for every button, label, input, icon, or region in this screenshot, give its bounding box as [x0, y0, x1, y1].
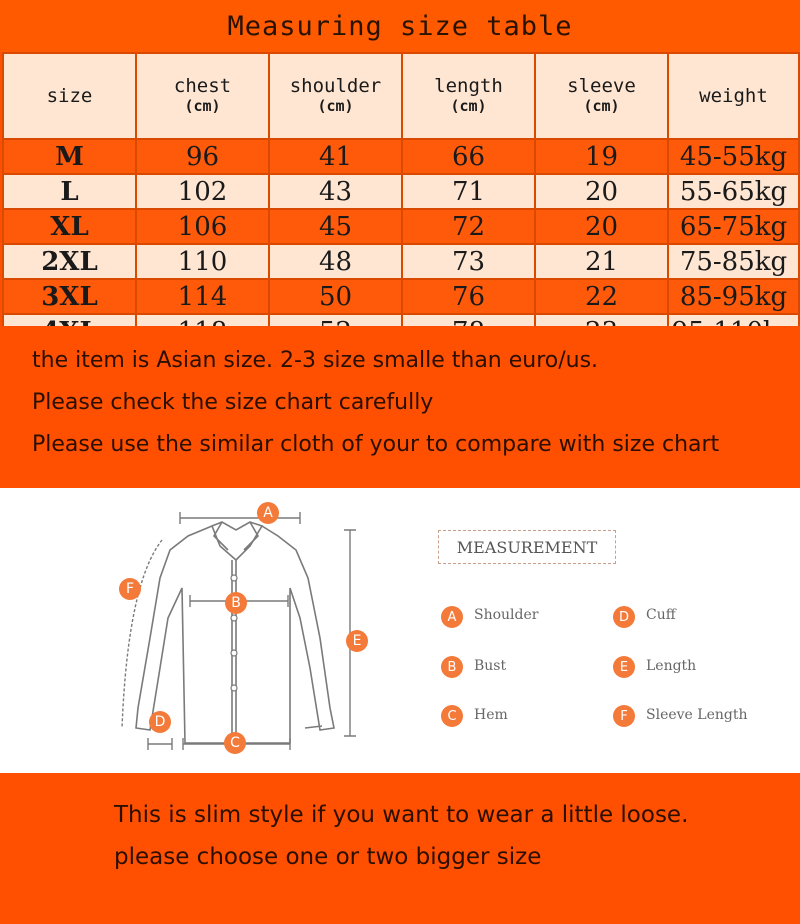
table-row [3, 279, 799, 314]
header-label: weight [699, 85, 768, 107]
shirt-diagram [0, 488, 800, 773]
table-row [3, 174, 799, 209]
header-sleeve [535, 53, 668, 139]
marker-e-icon: E [346, 630, 368, 652]
cell-weight: 75-85kg [668, 244, 799, 279]
header-shoulder [269, 53, 402, 139]
legend-sleeve-length: Sleeve Length [646, 707, 748, 723]
cell-length: 66 [402, 139, 535, 174]
marker-d-icon: D [149, 711, 171, 733]
cell-chest: 110 [136, 244, 269, 279]
measurement-diagram [0, 488, 800, 773]
marker-c-icon: C [224, 732, 246, 754]
cell-chest: 106 [136, 209, 269, 244]
header-label: shoulder [289, 75, 382, 97]
table-row [3, 209, 799, 244]
legend-hem: Hem [474, 707, 508, 723]
cell-size: M [3, 139, 136, 174]
cell-weight: 45-55kg [668, 139, 799, 174]
table-title-bar [0, 0, 800, 52]
note-line: Please use the similar cloth of your to compare with size chart [32, 432, 720, 457]
legend-cuff: Cuff [646, 607, 676, 623]
table-row [3, 244, 799, 279]
header-label: sleeve [567, 75, 636, 97]
cell-length: 73 [402, 244, 535, 279]
header-chest [136, 53, 269, 139]
marker-f-icon: F [119, 578, 141, 600]
legend-d-icon: D [613, 606, 635, 628]
header-label: chest [173, 75, 232, 97]
cell-sleeve: 20 [535, 209, 668, 244]
fit-line: please choose one or two bigger size [114, 844, 542, 870]
header-unit: (cm) [184, 97, 221, 115]
note-line: the item is Asian size. 2-3 size smalle than euro/us. [32, 348, 599, 373]
header-unit: (cm) [317, 97, 354, 115]
fit-notice [0, 773, 800, 924]
cell-size: L [3, 174, 136, 209]
cell-chest: 96 [136, 139, 269, 174]
cell-length: 76 [402, 279, 535, 314]
cell-shoulder: 48 [269, 244, 402, 279]
cell-size: 2XL [3, 244, 136, 279]
legend-bust: Bust [474, 658, 507, 674]
size-table [2, 52, 800, 350]
header-length [402, 53, 535, 139]
legend-b-icon: B [441, 656, 463, 678]
table-row [3, 139, 799, 174]
header-unit: (cm) [450, 97, 487, 115]
header-size [3, 53, 136, 139]
legend-e-icon: E [613, 656, 635, 678]
fit-line: This is slim style if you want to wear a little loose. [114, 802, 689, 828]
header-unit: (cm) [583, 97, 620, 115]
cell-size: 3XL [3, 279, 136, 314]
cell-shoulder: 50 [269, 279, 402, 314]
marker-b-icon: B [225, 592, 247, 614]
header-label: size [46, 85, 93, 107]
legend-length: Length [646, 658, 697, 674]
cell-length: 72 [402, 209, 535, 244]
cell-sleeve: 21 [535, 244, 668, 279]
cell-weight: 55-65kg [668, 174, 799, 209]
cell-sleeve: 22 [535, 279, 668, 314]
table-title: Measuring size table [227, 10, 573, 42]
legend-f-icon: F [613, 705, 635, 727]
cell-shoulder: 43 [269, 174, 402, 209]
cell-length: 71 [402, 174, 535, 209]
cell-shoulder: 41 [269, 139, 402, 174]
cell-chest: 102 [136, 174, 269, 209]
cell-weight: 65-75kg [668, 209, 799, 244]
shirt-outline [136, 522, 334, 743]
legend-shoulder: Shoulder [474, 607, 539, 623]
header-row [3, 53, 799, 139]
legend-c-icon: C [441, 705, 463, 727]
legend-title: MEASUREMENT [438, 530, 616, 564]
legend-a-icon: A [441, 606, 463, 628]
header-weight [668, 53, 799, 139]
cell-chest: 114 [136, 279, 269, 314]
marker-a-icon: A [257, 502, 279, 524]
cell-size: XL [3, 209, 136, 244]
header-label: length [434, 75, 503, 97]
cell-weight: 85-95kg [668, 279, 799, 314]
size-notes [0, 326, 800, 488]
cell-sleeve: 20 [535, 174, 668, 209]
cell-sleeve: 19 [535, 139, 668, 174]
note-line: Please check the size chart carefully [32, 390, 434, 415]
cell-shoulder: 45 [269, 209, 402, 244]
